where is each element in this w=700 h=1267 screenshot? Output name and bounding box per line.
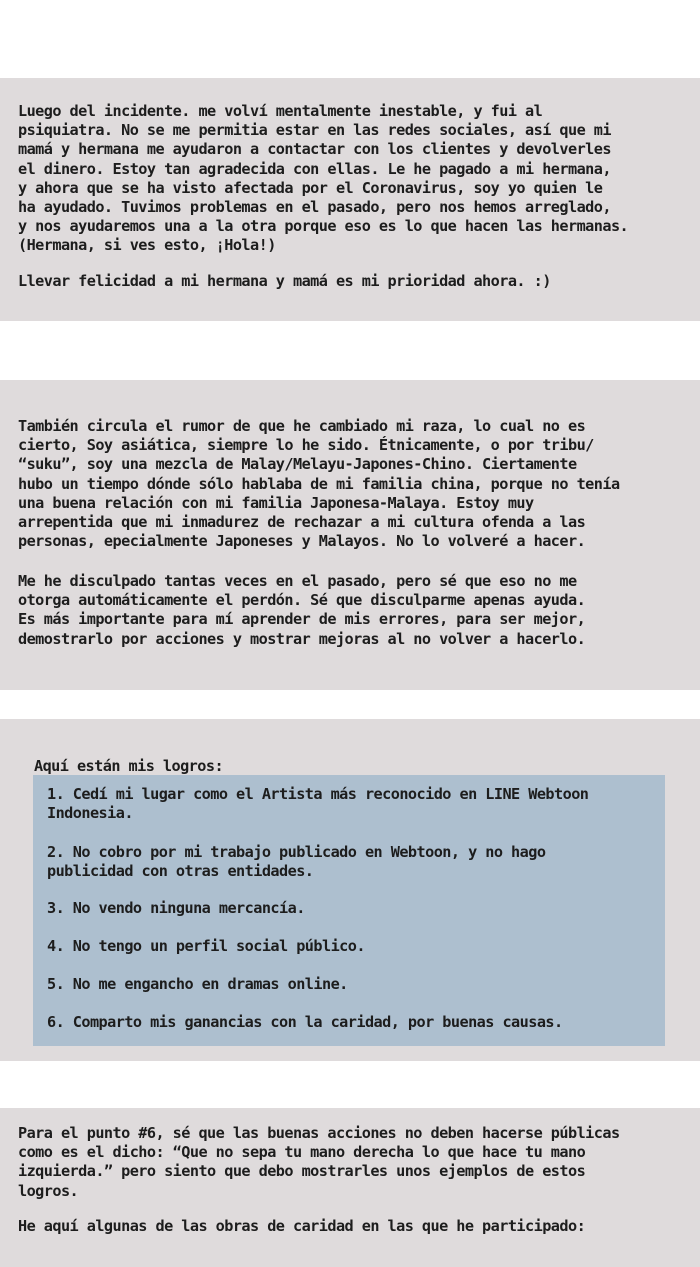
text-panel-charity <box>0 1108 700 1267</box>
paragraph-incident: Luego del incidente. me volví mentalmente inestable, y fui al psiquiatra. No se me permitia estar en las redes sociales, así que mi mamá y hermana me ayudaron a contactar con los clientes y devolverles el dinero. Estoy tan agradecida con ellas. Le he pagado a mi hermana, y ahora que se ha visto afectada por el Coronavirus, soy yo quien le ha ayudado. Tuvimos problemas en el pasado, pero nos hemos arreglado, y nos ayudaremos una a la otra porque eso es lo que hacen las hermanas. (Hermana, si ves esto, ¡Hola!) <box>18 102 629 255</box>
list-item: 6. Comparto mis ganancias con la caridad, por buenas causas. <box>47 1013 563 1031</box>
paragraph-charity-intro: He aquí algunas de las obras de caridad en las que he participado: <box>18 1217 586 1235</box>
list-item: 1. Cedí mi lugar como el Artista más reconocido en LINE Webtoon Indonesia. <box>47 785 589 822</box>
list-item: 2. No cobro por mi trabajo publicado en Webtoon, y no hago publicidad con otras entidades. <box>47 843 546 880</box>
list-item: 5. No me engancho en dramas online. <box>47 975 348 993</box>
list-item: 4. No tengo un perfil social público. <box>47 937 365 955</box>
text-panel-ethnicity <box>0 380 700 690</box>
paragraph-race-rumor: También circula el rumor de que he cambiado mi raza, lo cual no es cierto, Soy asiática, siempre lo he sido. Étnicamente, o por tribu/ “suku”, soy una mezcla de Malay/Melayu-Japones-Chino. Ciertamente hubo un tiempo dónde sólo hablaba de mi familia china, porque no tenía una buena relación con mi familia Japonesa-Malaya. Estoy muy arrepentida que mi inmadurez de rechazar a mi cultura ofenda a las personas, epecialmente Japoneses y Malayos. No lo volveré a hacer. <box>18 417 620 551</box>
paragraph-priority: Llevar felicidad a mi hermana y mamá es mi prioridad ahora. :) <box>18 272 551 290</box>
achievements-heading: Aquí están mis logros: <box>34 757 224 775</box>
paragraph-apology: Me he disculpado tantas veces en el pasado, pero sé que eso no me otorga automáticamente el perdón. Sé que disculparme apenas ayuda. Es más importante para mí aprender de mis errores, para ser mejor, demostrarlo por acciones y mostrar mejoras al no volver a hacerlo. <box>18 572 586 648</box>
text-panel-achievements <box>0 719 700 1061</box>
text-panel-recovery <box>0 78 700 321</box>
paragraph-point-six: Para el punto #6, sé que las buenas acciones no deben hacerse públicas como es el dicho: “Que no sepa tu mano derecha lo que hace tu mano izquierda.” pero siento que debo mostrarles unos ejemplos de estos logros. <box>18 1124 620 1200</box>
list-item: 3. No vendo ninguna mercancía. <box>47 899 305 917</box>
achievements-list <box>33 775 665 1046</box>
